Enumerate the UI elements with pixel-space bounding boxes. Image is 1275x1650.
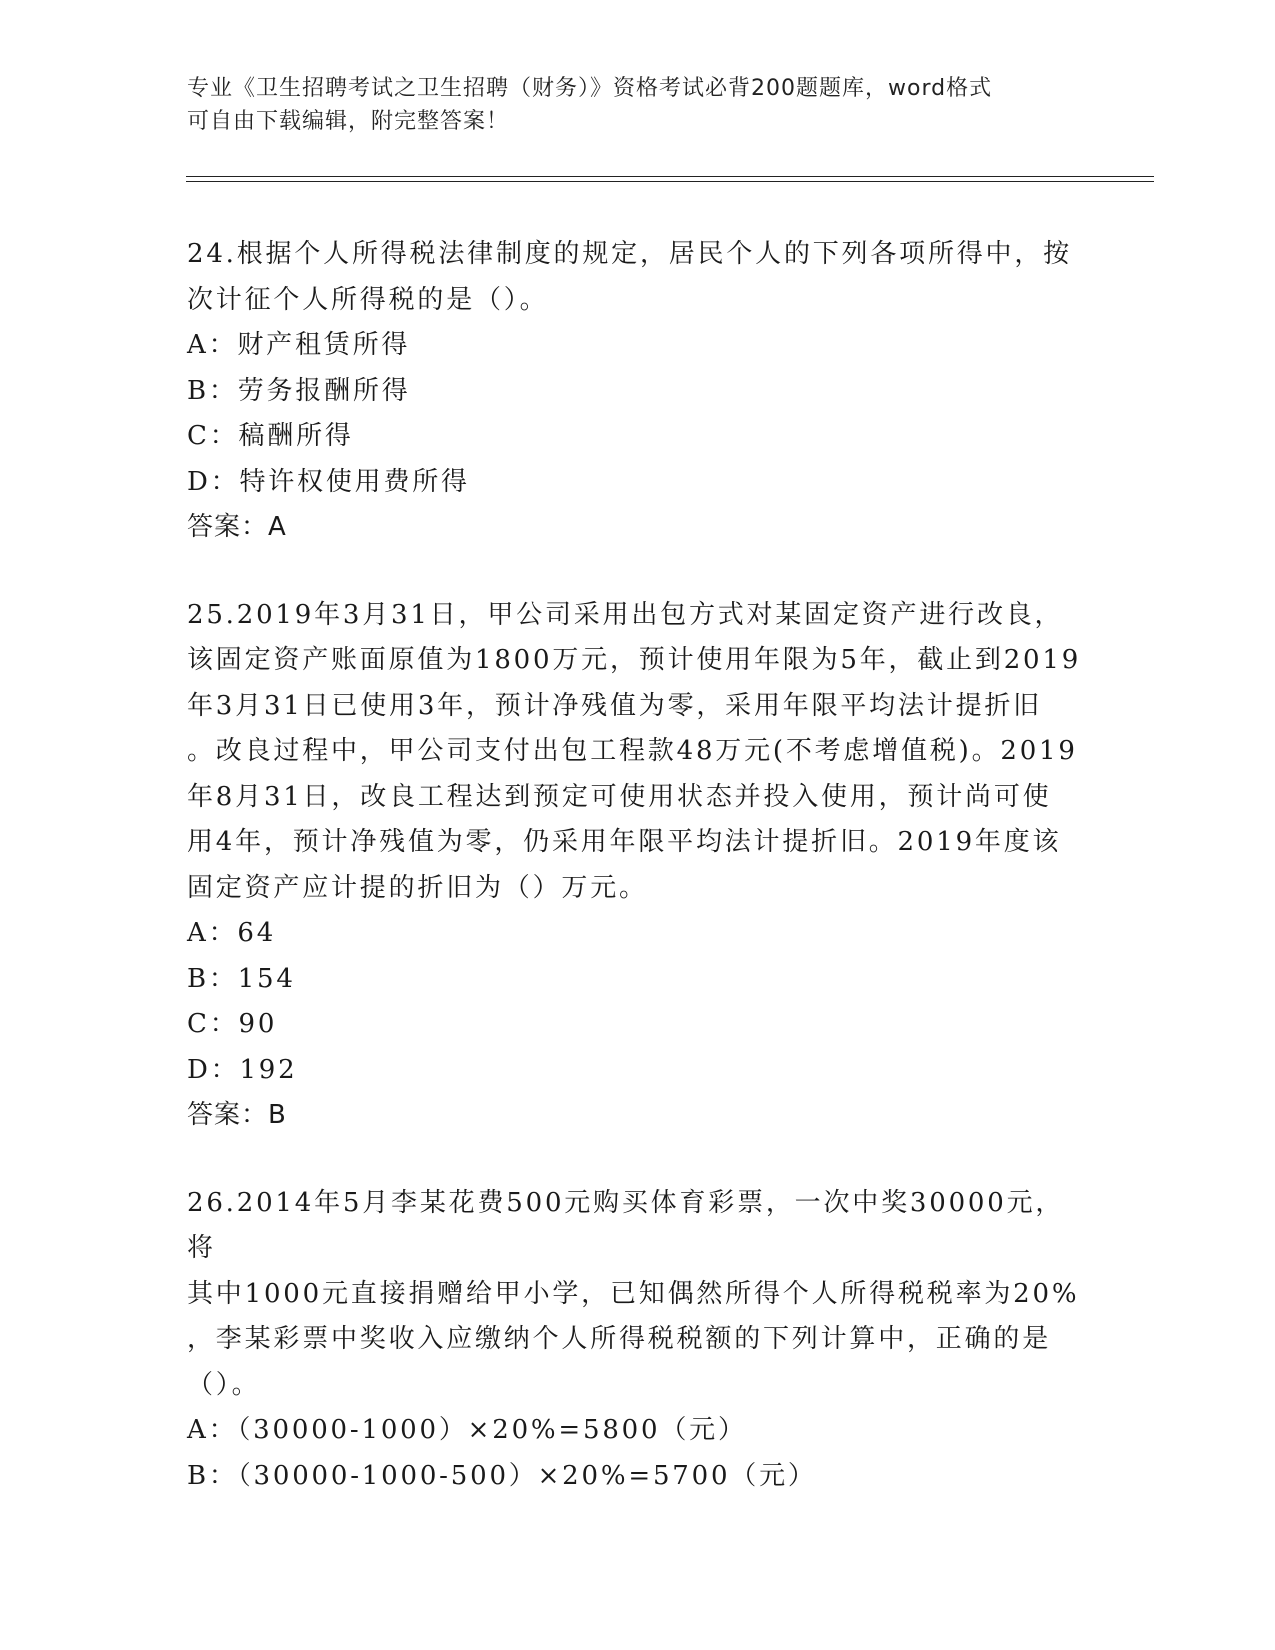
question-stem-line: （）。 [187, 1369, 261, 1400]
option-b: B：劳务报酬所得 [187, 375, 411, 406]
question-stem-line: ，李某彩票中奖收入应缴纳个人所得税税额的下列计算中，正确的是 [187, 1324, 1052, 1354]
question-25 [187, 593, 1087, 1139]
question-24 [187, 232, 1087, 551]
page-header [187, 72, 1067, 138]
question-stem-line: 用4年，预计净残值为零，仍采用年限平均法计提折旧。2019年度该 [187, 827, 1062, 857]
header-divider [186, 176, 1154, 177]
option-a: A：64 [187, 918, 277, 948]
header-line-2: 可自由下载编辑，附完整答案！ [187, 109, 510, 134]
option-d: D：192 [187, 1054, 298, 1085]
option-c: C：稿酬所得 [187, 421, 354, 451]
option-c: C：90 [187, 1009, 278, 1039]
question-stem-line: 26.2014年5月李某花费500元购买体育彩票，一次中奖30000元，将 [187, 1187, 1065, 1263]
option-b: B：（30000-1000-500）×20%=5700（元） [187, 1460, 817, 1491]
question-stem-line: 其中1000元直接捐赠给甲小学，已知偶然所得个人所得税税率为20% [187, 1278, 1080, 1309]
question-stem-line: 24.根据个人所得税法律制度的规定，居民个人的下列各项所得中，按 [187, 239, 1072, 269]
question-stem-line: 年3月31日已使用3年，预计净残值为零，采用年限平均法计提折旧 [187, 690, 1042, 721]
question-26 [187, 1181, 1087, 1500]
answer-label: 答案：A [187, 512, 287, 542]
option-b: B：154 [187, 963, 296, 994]
question-stem-line: 固定资产应计提的折旧为（）万元。 [187, 872, 648, 903]
question-stem-line: 25.2019年3月31日，甲公司采用出包方式对某固定资产进行改良， [187, 599, 1064, 630]
header-line-1: 专业《卫生招聘考试之卫生招聘（财务）》资格考试必背200题题库，word格式 [187, 76, 993, 101]
answer-label: 答案：B [187, 1100, 287, 1130]
question-stem-line: 次计征个人所得税的是（）。 [187, 284, 549, 315]
question-stem-line: 该固定资产账面原值为1800万元，预计使用年限为5年，截止到2019 [187, 645, 1082, 675]
option-d: D：特许权使用费所得 [187, 466, 470, 497]
header-divider-secondary [186, 181, 1154, 182]
option-a: A：财产租赁所得 [187, 330, 411, 360]
question-list [187, 232, 1087, 1541]
question-stem-line: 。改良过程中，甲公司支付出包工程款48万元(不考虑增值税)。2019 [187, 736, 1078, 766]
option-a: A：（30000-1000）×20%=5800（元） [187, 1415, 747, 1445]
question-stem-line: 年8月31日，改良工程达到预定可使用状态并投入使用，预计尚可使 [187, 781, 1052, 812]
